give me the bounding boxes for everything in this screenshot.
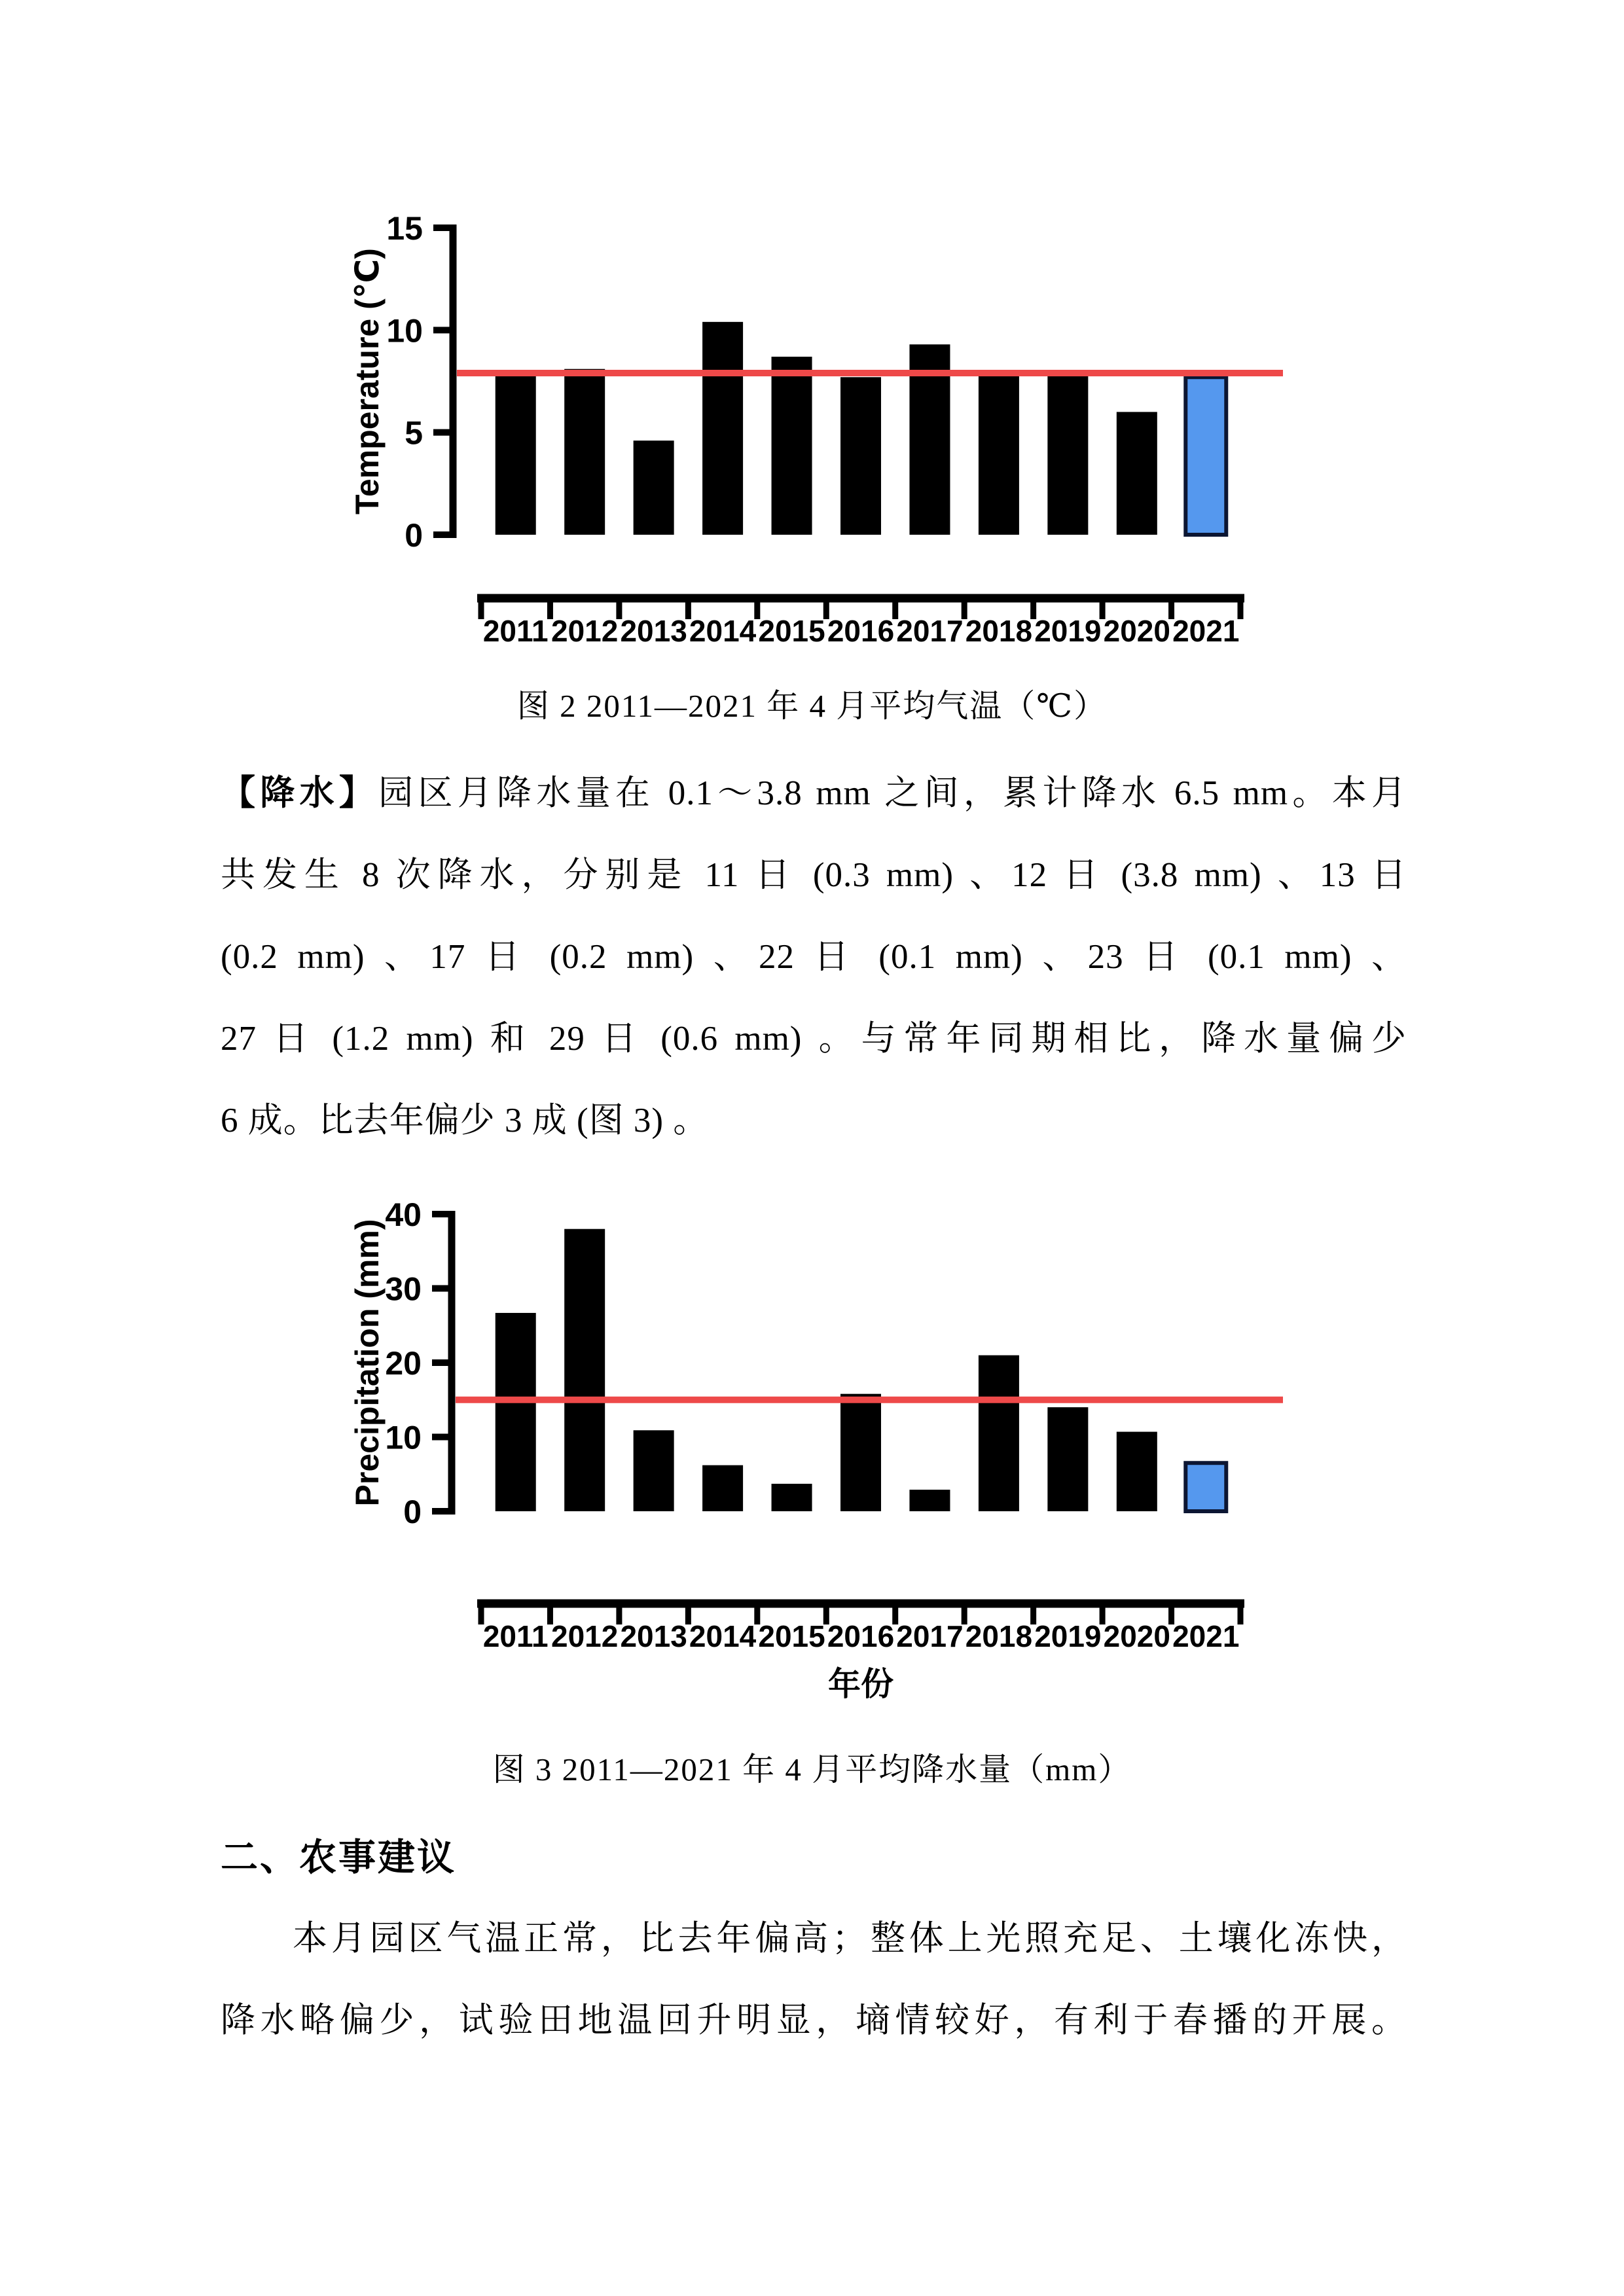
- paragraph-line: 共发生 8 次降水，分别是 11 日 (0.3 mm) 、12 日 (3.8 mm) 、13 日: [221, 856, 1407, 894]
- figure2-caption: 图 2 2011—2021 年 4 月平均气温（℃）: [516, 688, 1108, 724]
- bar-2020: [1117, 412, 1157, 535]
- bar-2017: [909, 1490, 950, 1511]
- bar-2018: [979, 371, 1019, 535]
- y-tick-label: 15: [386, 210, 423, 247]
- x-tick-label: 2016: [827, 614, 895, 648]
- paragraph-line: (0.2 mm) 、17 日 (0.2 mm) 、22 日 (0.1 mm) 、23 日 (0.1 mm) 、: [221, 938, 1407, 976]
- bar-2012: [564, 369, 605, 535]
- advice-section-heading: 二、农事建议: [221, 1837, 456, 1878]
- bar-2014: [702, 322, 743, 535]
- bar-2014: [702, 1465, 743, 1511]
- temperature-chart: [262, 183, 1375, 700]
- bar-2016: [840, 377, 881, 535]
- precip-lead-label: 【降水】: [221, 774, 379, 812]
- bar-2019: [1047, 371, 1088, 535]
- bar-2018: [979, 1355, 1019, 1511]
- paragraph-line-text: 园区月降水量在 0.1～3.8 mm 之间，累计降水 6.5 mm。本月: [378, 774, 1407, 812]
- x-axis-title: 年份: [828, 1666, 893, 1702]
- x-tick-label: 2020: [1103, 1619, 1170, 1653]
- x-tick-label: 2012: [551, 614, 619, 648]
- figure3-caption: 图 3 2011—2021 年 4 月平均降水量（mm）: [492, 1751, 1132, 1787]
- bar-2020: [1117, 1432, 1157, 1511]
- paragraph-line: 本月园区气温正常，比去年偏高；整体上光照充足、土壤化冻快，: [293, 1920, 1407, 1958]
- x-tick-label: 2016: [827, 1619, 895, 1653]
- x-tick-label: 2017: [896, 614, 964, 648]
- x-tick-label: 2014: [689, 614, 757, 648]
- y-axis-title: Precipitation (mm): [349, 1219, 386, 1507]
- y-tick-label: 5: [405, 414, 423, 452]
- precipitation-chart: [262, 1178, 1375, 1728]
- y-tick-label: 30: [385, 1270, 422, 1308]
- paragraph-line: 27 日 (1.2 mm) 和 29 日 (0.6 mm) 。与常年同期相比，降水量偏少: [221, 1020, 1407, 1058]
- y-tick-label: 0: [405, 517, 423, 554]
- x-tick-label: 2015: [758, 614, 825, 648]
- bar-2013: [634, 440, 674, 535]
- x-tick-label: 2011: [482, 614, 549, 648]
- bar-2011: [496, 1313, 536, 1511]
- x-tick-label: 2018: [965, 614, 1033, 648]
- x-tick-label: 2020: [1103, 614, 1170, 648]
- bar-2011: [496, 375, 536, 535]
- y-tick-label: 0: [403, 1494, 422, 1530]
- bar-2015: [772, 357, 812, 535]
- x-tick-label: 2019: [1034, 614, 1102, 648]
- paragraph-line: 6 成。比去年偏少 3 成 (图 3) 。: [221, 1102, 709, 1139]
- y-axis-title: Temperature (℃): [349, 248, 386, 514]
- bar-2016: [840, 1394, 881, 1511]
- x-tick-label: 2019: [1034, 1619, 1102, 1653]
- y-tick-label: 10: [386, 312, 423, 350]
- x-tick-label: 2013: [620, 1619, 687, 1653]
- bar-2013: [634, 1430, 674, 1511]
- x-tick-label: 2021: [1172, 614, 1240, 648]
- y-tick-label: 10: [385, 1419, 422, 1456]
- paragraph-line: 降水略偏少，试验田地温回升明显，墒情较好，有利于春播的开展。: [221, 2001, 1407, 2039]
- precipitation-paragraph: [221, 753, 1407, 1162]
- y-tick-label: 40: [385, 1196, 422, 1233]
- paragraph-line: [221, 753, 1407, 834]
- bar-2021: [1185, 1463, 1226, 1511]
- x-tick-label: 2021: [1172, 1619, 1240, 1653]
- x-tick-label: 2017: [896, 1619, 964, 1653]
- x-tick-label: 2015: [758, 1619, 825, 1653]
- advice-paragraph: [221, 1898, 1407, 2062]
- x-tick-label: 2012: [551, 1619, 619, 1653]
- x-tick-label: 2013: [620, 614, 687, 648]
- bar-2019: [1047, 1407, 1088, 1511]
- x-tick-label: 2014: [689, 1619, 757, 1653]
- y-tick-label: 20: [385, 1345, 422, 1382]
- bar-2012: [564, 1229, 605, 1511]
- bar-2021: [1185, 377, 1226, 535]
- bar-2015: [772, 1484, 812, 1511]
- x-tick-label: 2011: [482, 1619, 549, 1653]
- x-tick-label: 2018: [965, 1619, 1033, 1653]
